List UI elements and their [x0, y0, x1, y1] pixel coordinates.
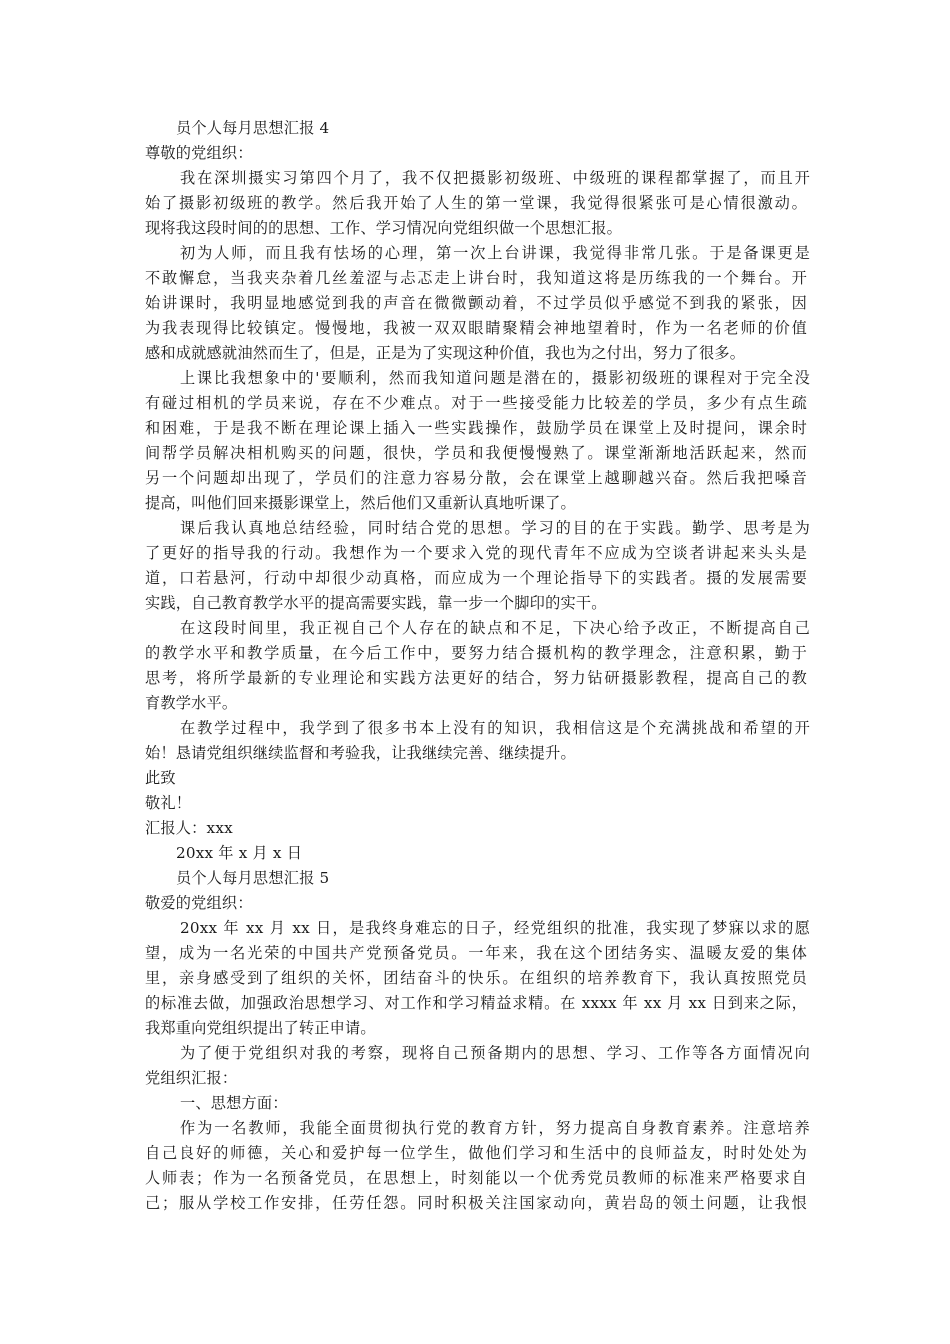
closing-ci-zhi: 此致 — [145, 769, 176, 787]
body-line: 间帮学员解决相机购买的问题，很快，学员和我便慢慢熟了。课堂渐渐地活跃起来，然而 — [145, 444, 807, 462]
body-line: 实践，自己教育教学水平的提高需要实践，靠一步一个脚印的实干。 — [145, 594, 607, 612]
body-line: 里，亲身感受到了组织的关怀，团结奋斗的快乐。在组织的培养教育下，我认真按照党员 — [145, 969, 807, 987]
body-line: 作为一名教师，我能全面贯彻执行党的教育方针，努力提高自身教育素养。注意培养 — [180, 1119, 810, 1137]
report-4-title: 员个人每月思想汇报 4 — [176, 119, 330, 137]
body-line: 为我表现得比较镇定。慢慢地，我被一双双眼睛聚精会神地望着时，作为一名老师的价值 — [145, 319, 807, 337]
body-line: 始了摄影初级班的教学。然后我开始了人生的第一堂课，我觉得很紧张可是心情很激动。 — [145, 194, 807, 212]
body-line: 育教学水平。 — [145, 694, 238, 712]
closing-jing-li: 敬礼！ — [145, 794, 192, 812]
body-line: 上课比我想象中的'要顺利，然而我知道问题是潜在的，摄影初级班的课程对于完全没 — [180, 369, 810, 387]
body-line: 有碰过相机的学员来说，存在不少难点。对于一些接受能力比较差的学员，多少有点生疏 — [145, 394, 807, 412]
reporter-name: 汇报人：xxx — [145, 819, 233, 837]
body-line: 自己良好的师德，关心和爱护每一位学生，做他们学习和生活中的良师益友，时时处处为 — [145, 1144, 807, 1162]
body-line: 另一个问题却出现了，学员们的注意力容易分散，会在课堂上越聊越兴奋。然后我把嗓音 — [145, 469, 807, 487]
body-line: 始！恳请党组织继续监督和考验我，让我继续完善、继续提升。 — [145, 744, 576, 762]
report-5-salutation: 敬爱的党组织： — [145, 894, 253, 912]
body-line: 课后我认真地总结经验，同时结合党的思想。学习的目的在于实践。勤学、思考是为 — [180, 519, 810, 537]
body-line: 人师表；作为一名预备党员，在思想上，时刻能以一个优秀党员教师的标准来严格要求自 — [145, 1169, 807, 1187]
report-4-salutation: 尊敬的党组织： — [145, 144, 253, 162]
body-line: 道，口若悬河，行动中却很少动真格，而应成为一个理论指导下的实践者。摄的发展需要 — [145, 569, 807, 587]
body-line: 党组织汇报： — [145, 1069, 238, 1087]
body-line: 的标准去做，加强政治思想学习、对工作和学习精益求精。在 xxxx 年 xx 月 xx 日到来之际， — [145, 994, 807, 1012]
body-line: 我在深圳摄实习第四个月了，我不仅把摄影初级班、中级班的课程都掌握了，而且开 — [180, 169, 810, 187]
body-line: 为了便于党组织对我的考察，现将自己预备期内的思想、学习、工作等各方面情况向 — [180, 1044, 810, 1062]
body-line: 始讲课时，我明显地感觉到我的声音在微微颤动着，不过学员似乎感觉不到我的紧张，因 — [145, 294, 807, 312]
body-line: 思考，将所学最新的专业理论和实践方法更好的结合，努力钻研摄影教程，提高自己的教 — [145, 669, 807, 687]
body-line: 初为人师，而且我有怯场的心理，第一次上台讲课，我觉得非常几张。于是备课更是 — [180, 244, 810, 262]
body-line: 我郑重向党组织提出了转正申请。 — [145, 1019, 376, 1037]
body-line: 20xx 年 xx 月 xx 日，是我终身难忘的日子，经党组织的批准，我实现了梦寐以求的愿 — [180, 919, 810, 937]
body-line: 望，成为一名光荣的中国共产党预备党员。一年来，我在这个团结务实、温暖友爱的集体 — [145, 944, 807, 962]
body-line: 己；服从学校工作安排，任劳任怨。同时积极关注国家动向，黄岩岛的领土问题，让我恨 — [145, 1194, 807, 1212]
body-line: 了更好的指导我的行动。我想作为一个要求入党的现代青年不应成为空谈者讲起来头头是 — [145, 544, 807, 562]
report-date: 20xx 年 x 月 x 日 — [176, 844, 303, 862]
section-heading: 一、思想方面： — [180, 1094, 288, 1112]
body-line: 感和成就感就油然而生了，但是，正是为了实现这种价值，我也为之付出，努力了很多。 — [145, 344, 746, 362]
body-line: 在这段时间里，我正视自己个人存在的缺点和不足，下决心给予改正，不断提高自己 — [180, 619, 810, 637]
body-line: 提高，叫他们回来摄影课堂上，然后他们又重新认真地听课了。 — [145, 494, 576, 512]
body-line: 和困难，于是我不断在理论课上插入一些实践操作，鼓励学员在课堂上及时提问，课余时 — [145, 419, 807, 437]
body-line: 的教学水平和教学质量，在今后工作中，要努力结合摄机构的教学理念，注意积累，勤于 — [145, 644, 807, 662]
body-line: 不敢懈怠，当我夹杂着几丝羞涩与忐忑走上讲台时，我知道这将是历练我的一个舞台。开 — [145, 269, 807, 287]
body-line: 现将我这段时间的的思想、工作、学习情况向党组织做一个思想汇报。 — [145, 219, 623, 237]
report-5-title: 员个人每月思想汇报 5 — [176, 869, 330, 887]
body-line: 在教学过程中，我学到了很多书本上没有的知识，我相信这是个充满挑战和希望的开 — [180, 719, 810, 737]
